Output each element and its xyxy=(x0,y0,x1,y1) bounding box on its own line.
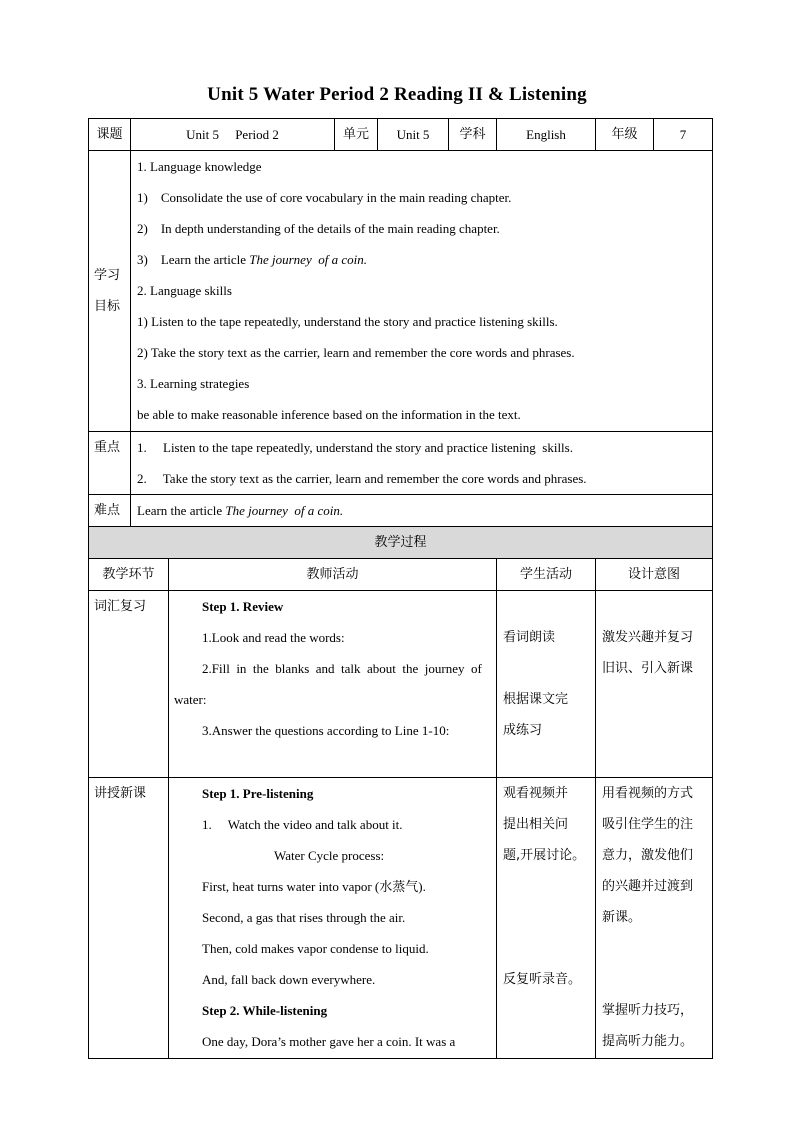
key-points-content xyxy=(131,432,713,495)
col-teacher: 教师活动 xyxy=(169,559,497,591)
process-heading: 教学过程 xyxy=(89,527,713,559)
step-item: 1.Look and read the words: xyxy=(202,630,345,645)
subject-label: 学科 xyxy=(449,119,497,151)
intent-new-lesson: 用看视频的方式 吸引住学生的注 意力，激发他们 的兴趣并过渡到 新课。 掌握听力技巧， 提高听力能力。 xyxy=(596,778,713,1059)
step-item: water: xyxy=(174,692,207,707)
objectives-row xyxy=(89,151,713,432)
difficulty-row xyxy=(89,495,713,527)
lesson-plan-table xyxy=(88,118,713,1059)
objective-line: 3) Learn the article The journey of a coin. xyxy=(137,252,367,267)
process-heading-row xyxy=(89,527,713,559)
step-item: 2.Fill in the blanks and talk about the journey of xyxy=(202,661,482,676)
stage-review: 词汇复习 xyxy=(89,591,169,778)
objectives-label: 学习 目标 xyxy=(89,151,131,432)
student-review: 看词朗读 根据课文完 成练习 xyxy=(497,591,596,778)
step-heading: Step 2. While-listening xyxy=(202,1003,328,1018)
difficulty-label: 难点 xyxy=(89,495,131,527)
process-columns-row xyxy=(89,559,713,591)
col-stage: 教学环节 xyxy=(89,559,169,591)
stage-new-lesson: 讲授新课 xyxy=(89,778,169,1059)
step-heading: Step 1. Pre-listening xyxy=(202,786,314,801)
objective-line: 1) Consolidate the use of core vocabulary in the main reading chapter. xyxy=(137,190,512,205)
key-points-label: 重点 xyxy=(89,432,131,495)
topic-value: Unit 5 Period 2 xyxy=(131,119,335,151)
cycle-line: First, heat turns water into vapor (水蒸气). xyxy=(202,879,426,894)
key-point-line: 1. Listen to the tape repeatedly, understand the story and practice listening skills. xyxy=(137,440,573,455)
objectives-content xyxy=(131,151,713,432)
story-line: One day, Dora’s mother gave her a coin. It was a xyxy=(202,1034,456,1049)
document-title: Unit 5 Water Period 2 Reading II & Listening xyxy=(207,84,587,105)
step-item: 1. Watch the video and talk about it. xyxy=(202,817,403,832)
unit-label: 单元 xyxy=(335,119,378,151)
step-heading: Step 1. Review xyxy=(202,599,284,614)
topic-label: 课题 xyxy=(89,119,131,151)
difficulty-content: Learn the article The journey of a coin. xyxy=(131,495,713,527)
cycle-title: Water Cycle process: xyxy=(274,848,385,863)
col-student: 学生活动 xyxy=(497,559,596,591)
cycle-line: And, fall back down everywhere. xyxy=(202,972,376,987)
unit-value: Unit 5 xyxy=(378,119,449,151)
objective-line: 2) In depth understanding of the details of the main reading chapter. xyxy=(137,221,500,236)
objective-line: 3. Learning strategies xyxy=(137,376,250,391)
key-points-row xyxy=(89,432,713,495)
grade-value: 7 xyxy=(654,119,713,151)
objective-line: 2) Take the story text as the carrier, learn and remember the core words and phrases. xyxy=(137,345,575,360)
review-row xyxy=(89,591,713,778)
objective-line: 2. Language skills xyxy=(137,283,232,298)
header-row xyxy=(89,119,713,151)
key-point-line: 2. Take the story text as the carrier, learn and remember the core words and phrases. xyxy=(137,471,587,486)
article-title: The journey of a coin. xyxy=(249,252,367,267)
student-new-lesson: 观看视频并 提出相关问 题,开展讨论。 反复听录音。 xyxy=(497,778,596,1059)
col-intent: 设计意图 xyxy=(596,559,713,591)
teacher-review xyxy=(169,591,497,778)
grade-label: 年级 xyxy=(596,119,654,151)
teacher-new-lesson xyxy=(169,778,497,1059)
objective-line: 1) Listen to the tape repeatedly, understand the story and practice listening skills. xyxy=(137,314,558,329)
objective-line: 1. Language knowledge xyxy=(137,159,262,174)
cycle-line: Second, a gas that rises through the air. xyxy=(202,910,406,925)
subject-value: English xyxy=(497,119,596,151)
new-lesson-row xyxy=(89,778,713,1059)
cycle-line: Then, cold makes vapor condense to liquid. xyxy=(202,941,429,956)
article-title: The journey of a coin. xyxy=(225,503,344,518)
step-item: 3.Answer the questions according to Line 1-10: xyxy=(202,723,450,738)
objective-line: be able to make reasonable inference based on the information in the text. xyxy=(137,407,521,422)
intent-review: 激发兴趣并复习 旧识、引入新课 xyxy=(596,591,713,778)
